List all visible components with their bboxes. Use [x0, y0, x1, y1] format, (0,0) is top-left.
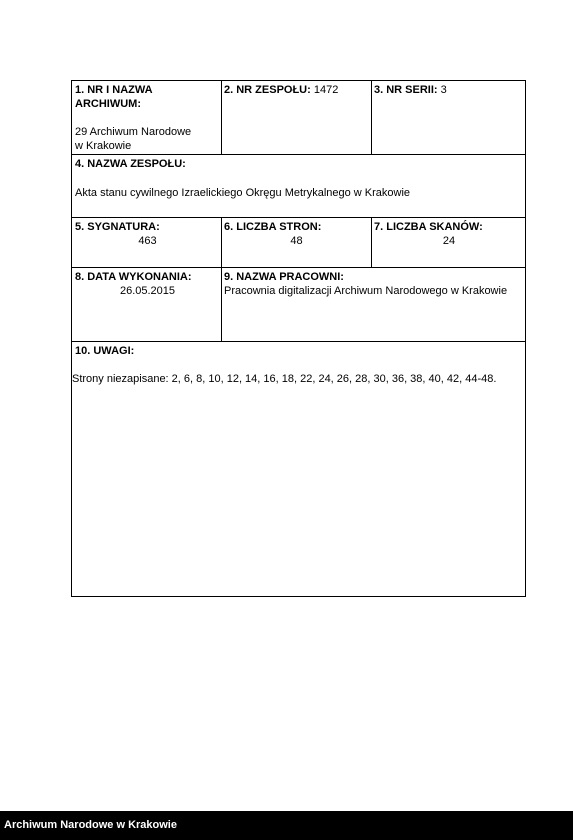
footer-text: Archiwum Narodowe w Krakowie [4, 819, 177, 831]
metadata-form [71, 80, 526, 597]
fonds-name-value: Akta stanu cywilnego Izraelickiego Okręgu Metrykalnego w Krakowie [75, 187, 411, 199]
date-label: 8. DATA WYKONANIA: [75, 271, 192, 283]
workshop-label: 9. NAZWA PRACOWNI: [224, 271, 344, 283]
fonds-number-cell [224, 83, 369, 97]
scan-count-value: 24 [442, 235, 456, 247]
fonds-name-label: 4. NAZWA ZESPOŁU: [75, 158, 186, 170]
fonds-number-value: 1472 [313, 84, 339, 96]
page-count-cell [224, 220, 369, 248]
series-number-label: 3. NR SERII: [374, 84, 438, 96]
col-divider [221, 217, 222, 267]
signature-cell [75, 220, 220, 248]
row-divider [72, 154, 525, 155]
archive-cell [75, 83, 220, 153]
page-count-value: 48 [290, 235, 303, 247]
col-divider [371, 81, 372, 154]
series-number-cell [374, 83, 524, 97]
footer-bar [0, 811, 573, 840]
scan-count-cell [374, 220, 524, 248]
series-number-value: 3 [440, 84, 447, 96]
row-divider [72, 341, 525, 342]
archive-label: 1. NR I NAZWA ARCHIWUM: [75, 84, 153, 110]
signature-label: 5. SYGNATURA: [75, 221, 160, 233]
row-divider [72, 217, 525, 218]
remarks-value: Strony niezapisane: 2, 6, 8, 10, 12, 14, 16, 18, 22, 24, 26, 28, 30, 36, 38, 40, 42, 44-48. [72, 373, 497, 385]
workshop-value: Pracownia digitalizacji Archiwum Narodowego w Krakowie [224, 285, 508, 297]
date-value: 26.05.2015 [119, 285, 176, 297]
signature-value: 463 [138, 235, 157, 247]
row-divider [72, 267, 525, 268]
workshop-cell [224, 270, 524, 298]
page-count-label: 6. LICZBA STRON: [224, 221, 322, 233]
remarks-label: 10. UWAGI: [75, 345, 135, 357]
scan-count-label: 7. LICZBA SKANÓW: [374, 221, 483, 233]
col-divider [371, 217, 372, 267]
fonds-name-cell [75, 157, 523, 200]
fonds-number-label: 2. NR ZESPOŁU: [224, 84, 311, 96]
col-divider [221, 81, 222, 154]
archive-name-line2: w Krakowie [75, 140, 132, 152]
date-cell [75, 270, 220, 298]
remarks-cell [75, 344, 523, 358]
archive-name-line1: 29 Archiwum Narodowe [75, 126, 192, 138]
col-divider [221, 267, 222, 341]
